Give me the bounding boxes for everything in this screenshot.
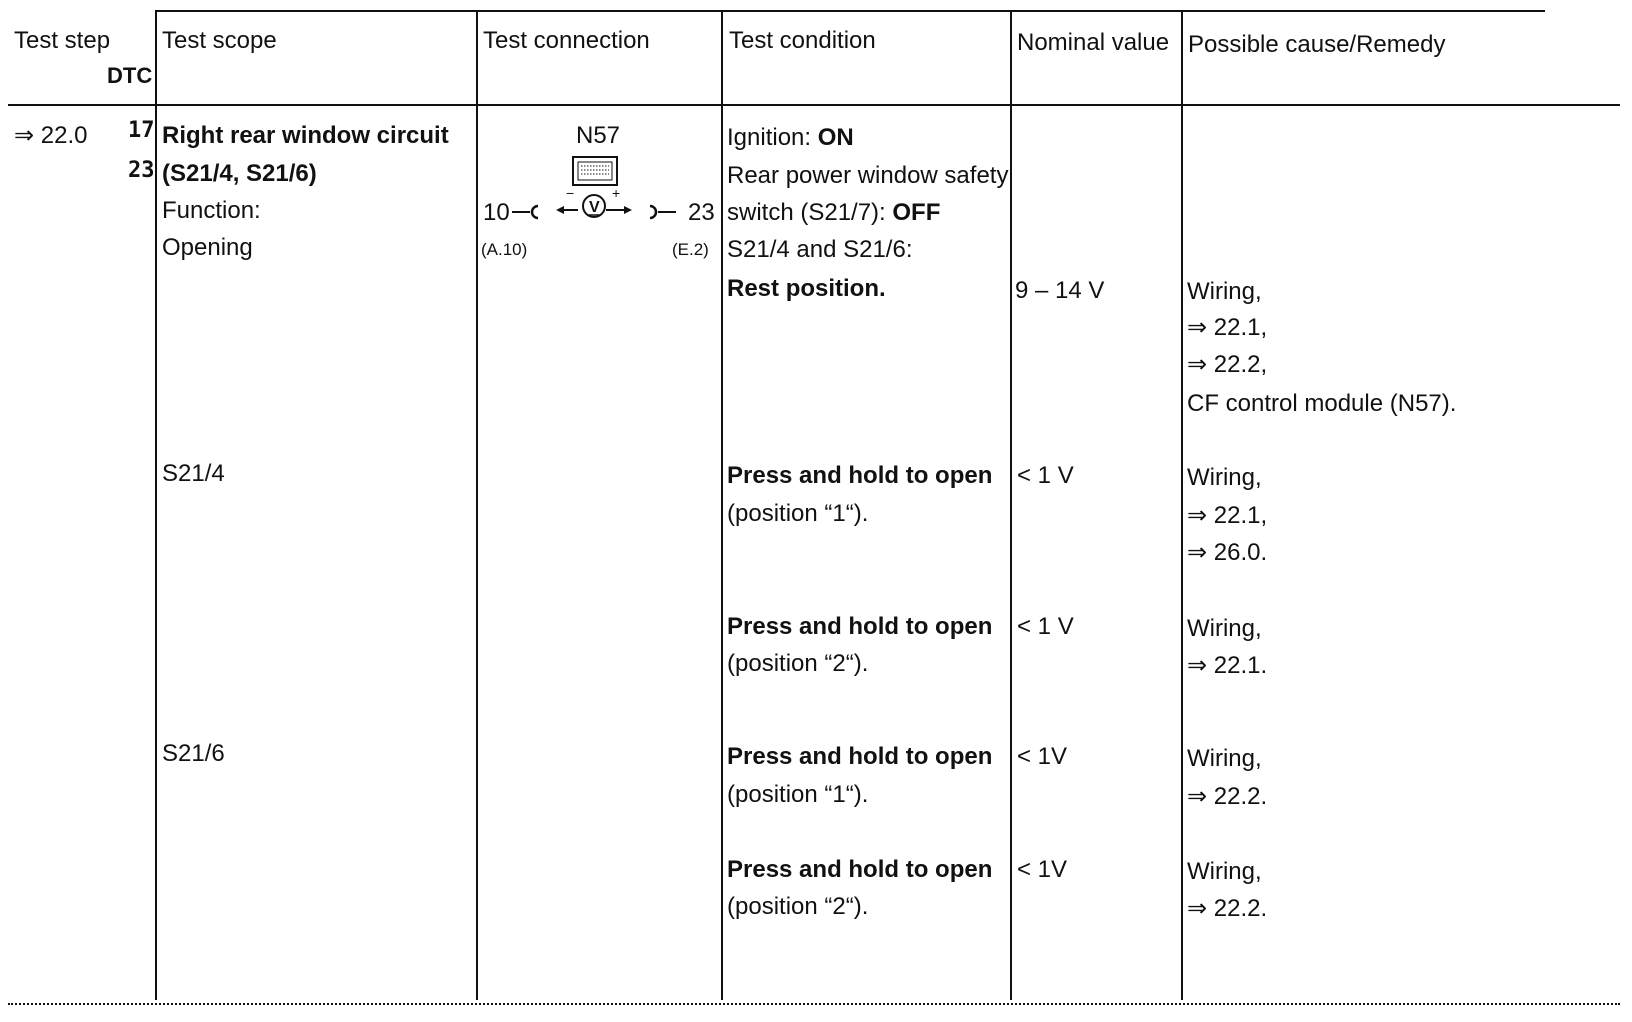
header-top-rule <box>155 10 1545 12</box>
header-nominal-value: Nominal value <box>1017 29 1170 56</box>
scope-title: Right rear window circuit <box>162 122 449 149</box>
header-bottom-rule <box>8 104 1620 106</box>
connection-socket-left: (A.10) <box>481 240 528 259</box>
row-s21-4-pos1-remedy-1: Wiring, <box>1187 464 1262 491</box>
column-divider-connection <box>476 10 478 1000</box>
row-s21-6-pos1-condition-sub: (position “1“). <box>727 781 869 808</box>
dtc-code-top: 17 <box>128 118 155 143</box>
column-divider-nominal <box>1010 10 1012 1000</box>
column-divider-scope <box>155 10 157 1000</box>
row-bottom-dotted-rule <box>8 1003 1620 1005</box>
scope-function-label: Function: <box>162 197 261 224</box>
row-rest-remedy-1: Wiring, <box>1187 278 1262 305</box>
row-s21-4-pos2-nominal: < 1 V <box>1017 613 1074 640</box>
header-dtc: DTC <box>107 63 153 88</box>
voltmeter-symbol: V <box>589 199 600 216</box>
row-rest-remedy-3: ⇒ 22.2, <box>1187 351 1268 378</box>
row-s21-4-pos1-condition-sub: (position “1“). <box>727 500 869 527</box>
row-s21-4-pos1-nominal: < 1 V <box>1017 462 1074 489</box>
condition-safety-line1: Rear power window safety <box>727 162 1009 189</box>
row-s21-6-pos1-remedy-1: Wiring, <box>1187 745 1262 772</box>
condition-ignition-label: Ignition: <box>727 124 812 151</box>
row-s21-6-pos2-remedy-1: Wiring, <box>1187 858 1262 885</box>
row-s21-6-pos1-remedy-2: ⇒ 22.2. <box>1187 783 1268 810</box>
row-s21-4-pos2-remedy-2: ⇒ 22.1. <box>1187 652 1268 679</box>
dtc-code-bottom: 23 <box>128 158 155 183</box>
row-s21-4-pos1-condition: Press and hold to open <box>727 462 993 489</box>
header-test-condition: Test condition <box>729 27 876 54</box>
header-remedy: Possible cause/Remedy <box>1188 31 1446 58</box>
condition-ignition-value: ON <box>817 124 854 151</box>
scope-switches: (S21/4, S21/6) <box>162 160 317 187</box>
test-step-number: ⇒ 22.0 <box>14 122 88 149</box>
row-rest-remedy-2: ⇒ 22.1, <box>1187 314 1268 341</box>
row-rest-condition: Rest position. <box>727 275 886 302</box>
condition-switches-label: S21/4 and S21/6: <box>727 236 913 263</box>
scope-s21-4: S21/4 <box>162 460 225 487</box>
connection-module: N57 <box>576 122 621 149</box>
module-connector-icon <box>572 156 618 186</box>
row-s21-6-pos2-nominal: < 1V <box>1017 856 1068 883</box>
row-s21-4-pos2-remedy-1: Wiring, <box>1187 615 1262 642</box>
svg-text:+: + <box>612 185 621 201</box>
connection-pin-right: 23 <box>688 199 715 226</box>
column-divider-remedy <box>1181 10 1183 1000</box>
row-s21-6-pos2-remedy-2: ⇒ 22.2. <box>1187 895 1268 922</box>
row-rest-nominal: 9 – 14 V <box>1015 277 1105 304</box>
row-s21-6-pos2-condition-sub: (position “2“). <box>727 893 869 920</box>
voltmeter-probe-icon <box>508 186 688 226</box>
scope-function-value: Opening <box>162 234 253 261</box>
row-s21-6-pos2-condition: Press and hold to open <box>727 856 993 883</box>
row-s21-4-pos2-condition-sub: (position “2“). <box>727 650 869 677</box>
svg-text:−: − <box>566 185 575 201</box>
scope-s21-6: S21/6 <box>162 740 225 767</box>
header-test-scope: Test scope <box>162 27 277 54</box>
row-rest-remedy-4: CF control module (N57). <box>1187 390 1457 417</box>
connection-pin-left: 10 <box>483 199 510 226</box>
condition-safety-line2 <box>727 201 940 225</box>
condition-safety-value: OFF <box>892 199 941 226</box>
header-test-step: Test step <box>14 27 111 54</box>
condition-safety-label: switch (S21/7): <box>727 199 886 226</box>
row-s21-6-pos1-nominal: < 1V <box>1017 743 1068 770</box>
row-s21-4-pos2-condition: Press and hold to open <box>727 613 993 640</box>
header-test-connection: Test connection <box>483 27 650 54</box>
connection-socket-right: (E.2) <box>672 240 709 259</box>
row-s21-4-pos1-remedy-3: ⇒ 26.0. <box>1187 539 1268 566</box>
condition-ignition <box>727 126 854 150</box>
row-s21-4-pos1-remedy-2: ⇒ 22.1, <box>1187 502 1268 529</box>
row-s21-6-pos1-condition: Press and hold to open <box>727 743 993 770</box>
column-divider-condition <box>721 10 723 1000</box>
